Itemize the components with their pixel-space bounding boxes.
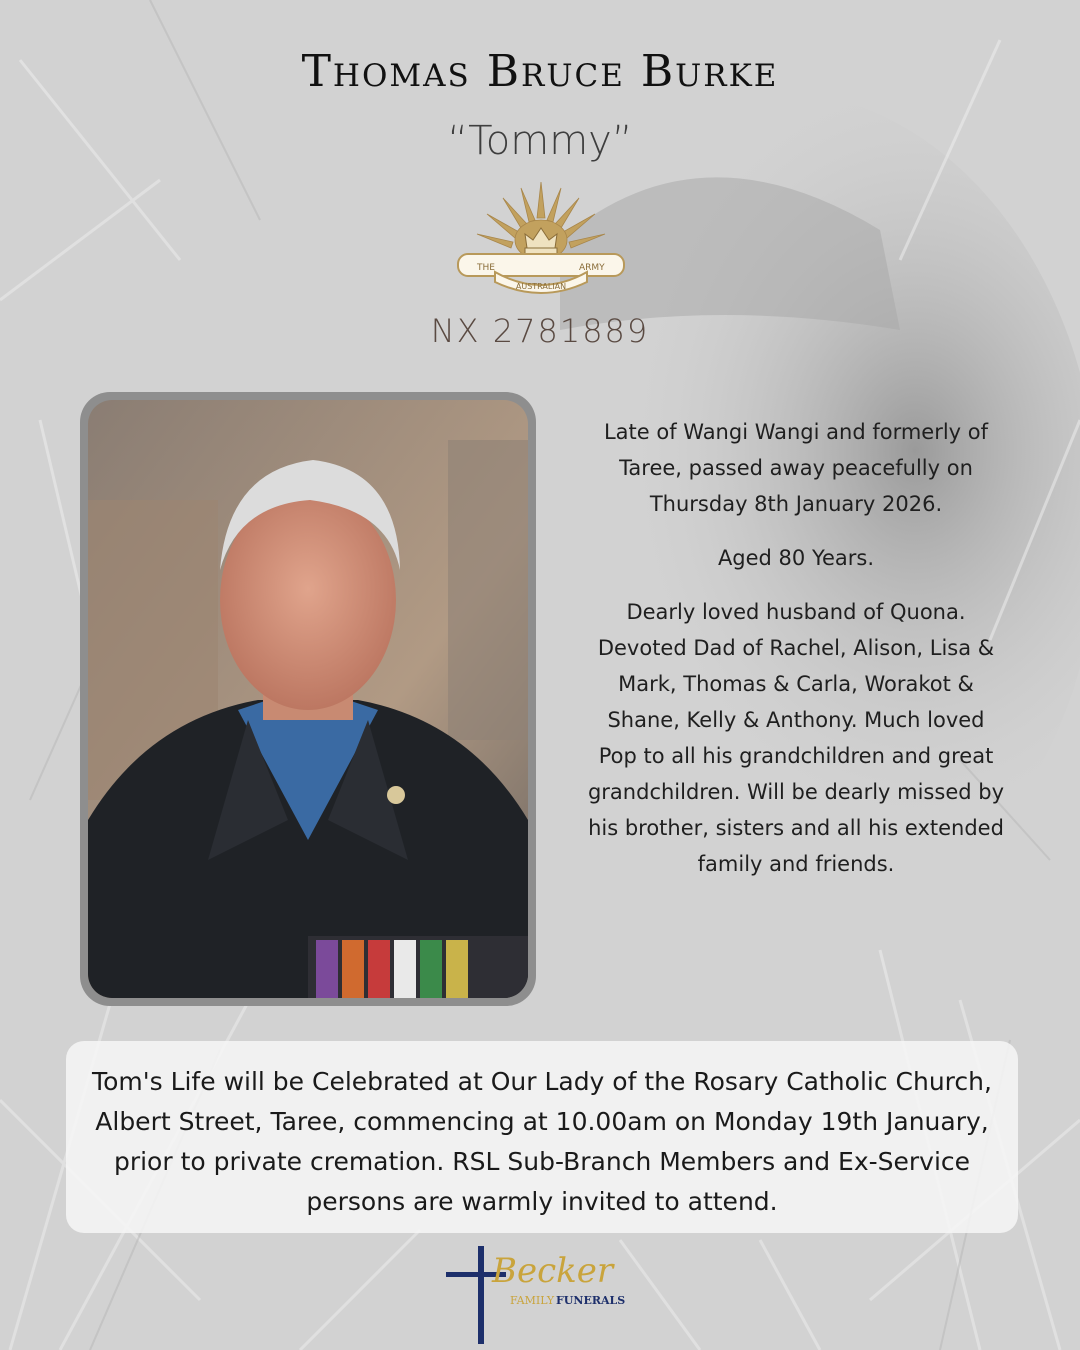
svg-text:THE: THE [477, 263, 495, 273]
svg-text:FUNERALS: FUNERALS [556, 1294, 626, 1307]
notice-paragraph: Aged 80 Years. [717, 546, 875, 570]
deceased-name: Thomas Bruce Burke [301, 46, 779, 97]
death-notice [586, 414, 1006, 900]
svg-text:AUSTRALIAN: AUSTRALIAN [515, 282, 567, 291]
becker-family-funerals-logo [440, 1242, 640, 1346]
svg-text:FAMILY: FAMILY [510, 1294, 555, 1307]
portrait-frame [80, 392, 536, 1006]
svg-text:Becker: Becker [492, 1251, 614, 1291]
svg-text:ARMY: ARMY [579, 263, 605, 273]
nickname: “Tommy” [447, 118, 633, 164]
portrait-photo [88, 400, 528, 998]
rising-sun-badge-icon [455, 178, 627, 300]
notice-paragraph: Late of Wangi Wangi and formerly of Taree, passed away peacefully on Thursday 8th January 2026. [603, 420, 989, 516]
service-number: NX 2781889 [430, 312, 650, 350]
notice-paragraph: Dearly loved husband of Quona. Devoted Dad of Rachel, Alison, Lisa & Mark, Thomas & Carla, Worakot & Shane, Kelly & Anthony. Much loved Pop to all his grandchildren and great grandchildren. Will be dearly missed by his brother, sisters and all his extended family and friends. [587, 600, 1005, 876]
service-details-text: Tom's Life will be Celebrated at Our Lady of the Rosary Catholic Church, Albert Street, Taree, commencing at 10.00am on Monday 19th January, prior to private cremation. RSL Sub-Branch Members and Ex-Service persons are warmly invited to attend. [92, 1067, 992, 1216]
